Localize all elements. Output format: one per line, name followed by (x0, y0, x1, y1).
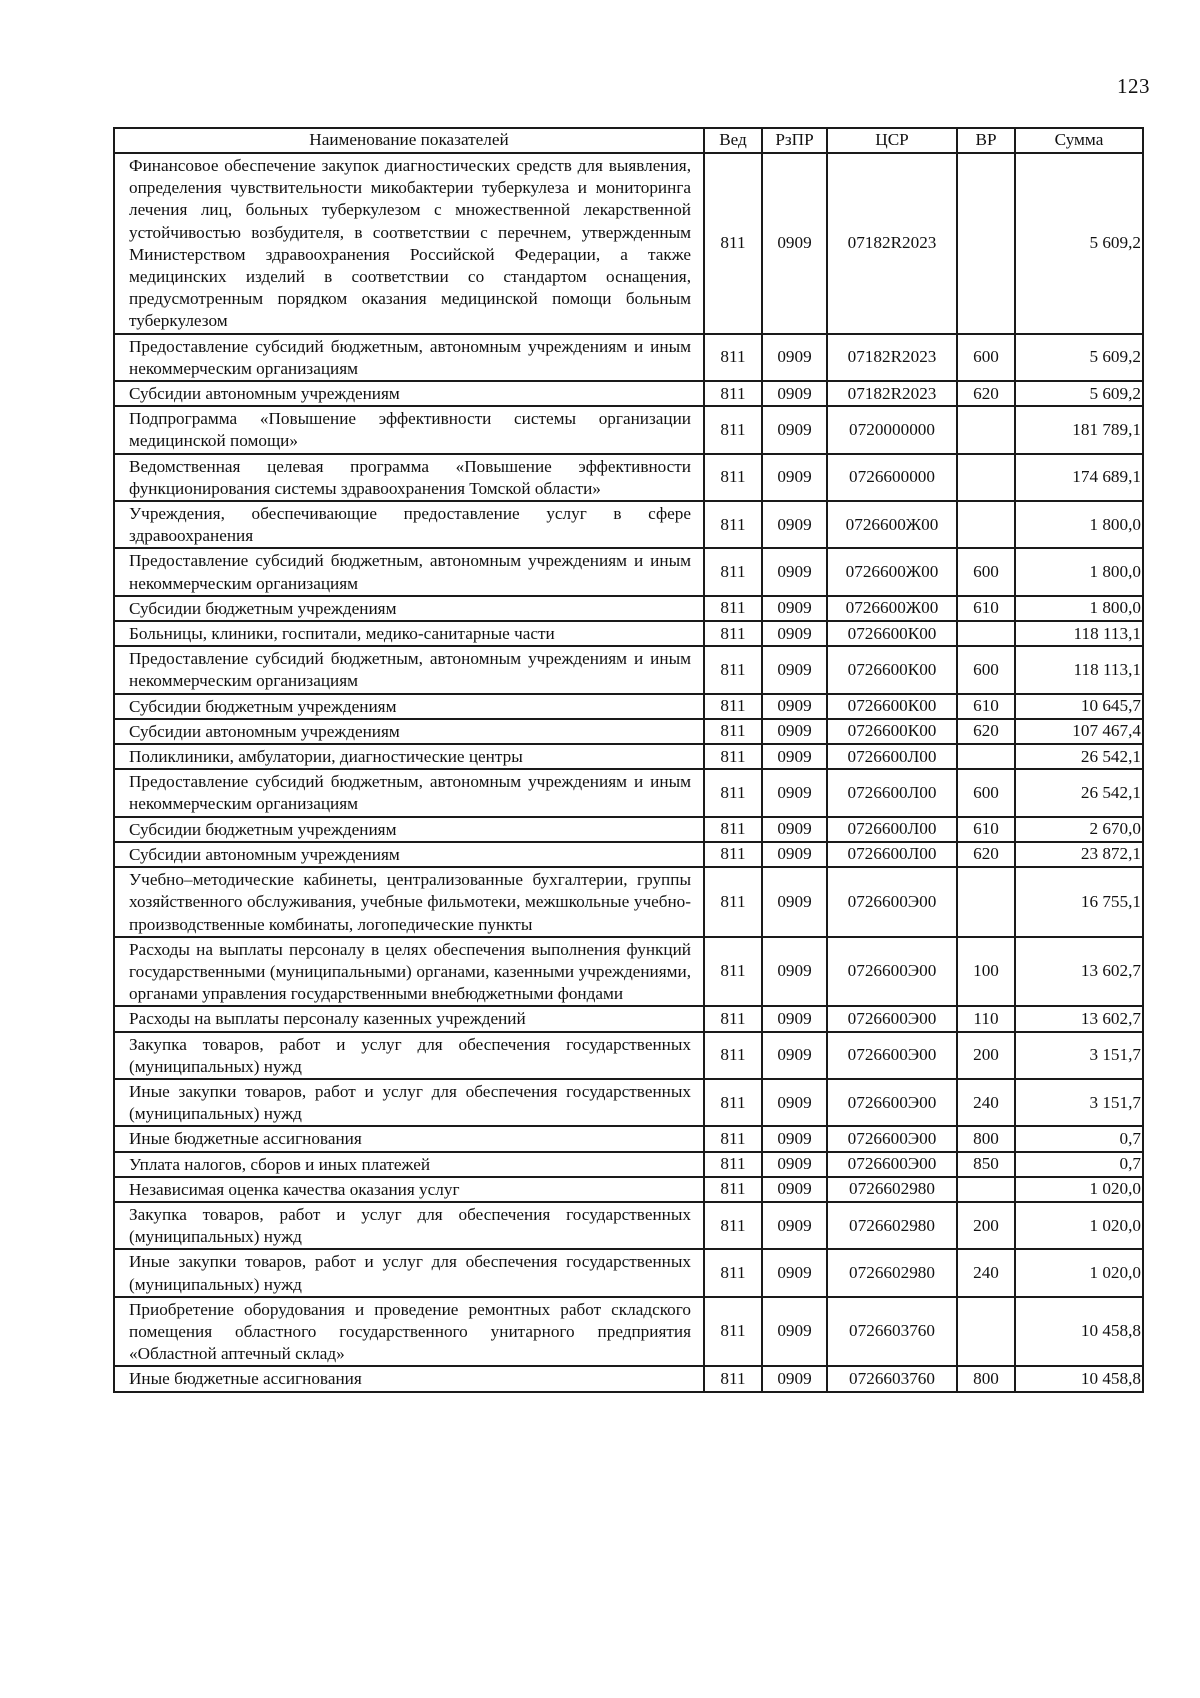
cell-vr: 850 (957, 1152, 1015, 1177)
cell-csr: 0726600Л00 (827, 769, 957, 816)
cell-ved: 811 (704, 406, 762, 453)
cell-name: Расходы на выплаты персоналу в целях обеспечения выполнения функций государственными (муниципальными) органами, казенными учреждениями, органами управления государственными внебюджетными фондами (114, 937, 704, 1007)
cell-ved: 811 (704, 1177, 762, 1202)
cell-vr: 600 (957, 769, 1015, 816)
cell-ved: 811 (704, 1032, 762, 1079)
cell-name: Субсидии бюджетным учреждениям (114, 596, 704, 621)
cell-name: Уплата налогов, сборов и иных платежей (114, 1152, 704, 1177)
cell-vr (957, 454, 1015, 501)
cell-rzpr: 0909 (762, 769, 827, 816)
cell-rzpr: 0909 (762, 694, 827, 719)
cell-rzpr: 0909 (762, 817, 827, 842)
table-row (114, 817, 1143, 842)
cell-csr: 0726602980 (827, 1202, 957, 1249)
cell-name: Финансовое обеспечение закупок диагностических средств для выявления, определения чувствительности микобактерии туберкулеза и мониторинга лечения лиц, больных туберкулезом с множественной лекарственной устойчивостью возбудителя, в соответствии с перечнем, утвержденным Министерством здравоохранения Российской Федерации, а также медицинских изделий в соответствии со стандартом оснащения, предусмотренным порядком оказания медицинской помощи больным туберкулезом (114, 153, 704, 334)
cell-csr: 0726600Э00 (827, 937, 957, 1007)
cell-name: Приобретение оборудования и проведение ремонтных работ складского помещения областного государственного унитарного предприятия «Областной аптечный склад» (114, 1297, 704, 1367)
cell-sum: 0,7 (1015, 1126, 1143, 1151)
cell-name: Субсидии бюджетным учреждениям (114, 694, 704, 719)
cell-rzpr: 0909 (762, 1032, 827, 1079)
header-csr: ЦСР (827, 128, 957, 153)
cell-sum: 1 020,0 (1015, 1177, 1143, 1202)
cell-csr: 0726600К00 (827, 646, 957, 693)
cell-ved: 811 (704, 1006, 762, 1031)
cell-rzpr: 0909 (762, 1126, 827, 1151)
cell-rzpr: 0909 (762, 548, 827, 595)
table-row (114, 1177, 1143, 1202)
cell-vr: 620 (957, 719, 1015, 744)
cell-csr: 0726603760 (827, 1366, 957, 1391)
cell-rzpr: 0909 (762, 153, 827, 334)
cell-csr: 07182R2023 (827, 334, 957, 381)
table-row (114, 621, 1143, 646)
cell-csr: 0726600Э00 (827, 1079, 957, 1126)
cell-name: Закупка товаров, работ и услуг для обеспечения государственных (муниципальных) нужд (114, 1202, 704, 1249)
cell-rzpr: 0909 (762, 744, 827, 769)
cell-vr: 610 (957, 596, 1015, 621)
cell-vr: 240 (957, 1249, 1015, 1296)
header-rzpr: РзПР (762, 128, 827, 153)
header-ved: Вед (704, 128, 762, 153)
cell-sum: 1 800,0 (1015, 548, 1143, 595)
cell-sum: 26 542,1 (1015, 769, 1143, 816)
page-number: 123 (1117, 74, 1150, 98)
cell-vr: 610 (957, 817, 1015, 842)
cell-csr: 0726600К00 (827, 719, 957, 744)
cell-rzpr: 0909 (762, 1177, 827, 1202)
cell-rzpr: 0909 (762, 621, 827, 646)
cell-rzpr: 0909 (762, 334, 827, 381)
cell-csr: 0726600Э00 (827, 1126, 957, 1151)
cell-csr: 0726600Л00 (827, 842, 957, 867)
cell-ved: 811 (704, 769, 762, 816)
cell-ved: 811 (704, 1202, 762, 1249)
cell-sum: 10 458,8 (1015, 1366, 1143, 1391)
cell-ved: 811 (704, 153, 762, 334)
table-row (114, 1249, 1143, 1296)
cell-vr: 620 (957, 381, 1015, 406)
cell-rzpr: 0909 (762, 596, 827, 621)
cell-ved: 811 (704, 744, 762, 769)
cell-sum: 3 151,7 (1015, 1079, 1143, 1126)
cell-vr: 600 (957, 334, 1015, 381)
cell-name: Учебно–методические кабинеты, централизованные бухгалтерии, группы хозяйственного обслуживания, учебные фильмотеки, межшкольные учебно-производственные комбинаты, логопедические пункты (114, 867, 704, 937)
table-row (114, 1006, 1143, 1031)
cell-csr: 0726600Л00 (827, 817, 957, 842)
cell-rzpr: 0909 (762, 1366, 827, 1391)
cell-sum: 118 113,1 (1015, 621, 1143, 646)
cell-vr (957, 153, 1015, 334)
table-row (114, 867, 1143, 937)
table-row (114, 1152, 1143, 1177)
cell-csr: 0720000000 (827, 406, 957, 453)
cell-vr: 240 (957, 1079, 1015, 1126)
cell-csr: 0726600Э00 (827, 1032, 957, 1079)
cell-sum: 0,7 (1015, 1152, 1143, 1177)
cell-vr: 800 (957, 1366, 1015, 1391)
header-vr: ВР (957, 128, 1015, 153)
cell-ved: 811 (704, 1079, 762, 1126)
table-row (114, 937, 1143, 1007)
cell-vr: 200 (957, 1202, 1015, 1249)
cell-csr: 0726600000 (827, 454, 957, 501)
cell-sum: 13 602,7 (1015, 937, 1143, 1007)
cell-csr: 0726600Э00 (827, 1006, 957, 1031)
cell-sum: 174 689,1 (1015, 454, 1143, 501)
cell-rzpr: 0909 (762, 842, 827, 867)
cell-ved: 811 (704, 867, 762, 937)
cell-ved: 811 (704, 694, 762, 719)
cell-name: Иные закупки товаров, работ и услуг для обеспечения государственных (муниципальных) нужд (114, 1249, 704, 1296)
cell-rzpr: 0909 (762, 719, 827, 744)
cell-name: Закупка товаров, работ и услуг для обеспечения государственных (муниципальных) нужд (114, 1032, 704, 1079)
cell-vr (957, 1177, 1015, 1202)
cell-name: Предоставление субсидий бюджетным, автономным учреждениям и иным некоммерческим организациям (114, 646, 704, 693)
table-row (114, 694, 1143, 719)
table-row (114, 596, 1143, 621)
cell-name: Иные бюджетные ассигнования (114, 1366, 704, 1391)
cell-rzpr: 0909 (762, 1249, 827, 1296)
cell-rzpr: 0909 (762, 1152, 827, 1177)
cell-csr: 0726600Ж00 (827, 548, 957, 595)
cell-sum: 1 020,0 (1015, 1202, 1143, 1249)
table-body (114, 153, 1143, 1392)
cell-ved: 811 (704, 646, 762, 693)
cell-csr: 0726600Ж00 (827, 596, 957, 621)
cell-name: Субсидии автономным учреждениям (114, 719, 704, 744)
table-row (114, 454, 1143, 501)
cell-ved: 811 (704, 1297, 762, 1367)
cell-name: Независимая оценка качества оказания услуг (114, 1177, 704, 1202)
cell-vr: 800 (957, 1126, 1015, 1151)
cell-csr: 0726602980 (827, 1249, 957, 1296)
table-row (114, 1366, 1143, 1391)
table-row (114, 744, 1143, 769)
cell-sum: 23 872,1 (1015, 842, 1143, 867)
cell-csr: 07182R2023 (827, 153, 957, 334)
cell-sum: 5 609,2 (1015, 153, 1143, 334)
cell-ved: 811 (704, 842, 762, 867)
cell-ved: 811 (704, 381, 762, 406)
table-row (114, 548, 1143, 595)
cell-ved: 811 (704, 596, 762, 621)
cell-name: Больницы, клиники, госпитали, медико-санитарные части (114, 621, 704, 646)
cell-rzpr: 0909 (762, 381, 827, 406)
cell-rzpr: 0909 (762, 406, 827, 453)
cell-sum: 1 800,0 (1015, 596, 1143, 621)
cell-vr (957, 867, 1015, 937)
cell-name: Субсидии автономным учреждениям (114, 381, 704, 406)
cell-csr: 0726600Э00 (827, 867, 957, 937)
table-row (114, 153, 1143, 334)
cell-sum: 107 467,4 (1015, 719, 1143, 744)
cell-vr (957, 744, 1015, 769)
cell-vr (957, 621, 1015, 646)
cell-sum: 1 800,0 (1015, 501, 1143, 548)
table-header-row (114, 128, 1143, 153)
cell-ved: 811 (704, 1152, 762, 1177)
cell-csr: 0726600Л00 (827, 744, 957, 769)
cell-csr: 07182R2023 (827, 381, 957, 406)
cell-name: Предоставление субсидий бюджетным, автономным учреждениям и иным некоммерческим организациям (114, 769, 704, 816)
cell-ved: 811 (704, 548, 762, 595)
budget-table (113, 127, 1144, 1393)
cell-vr: 200 (957, 1032, 1015, 1079)
cell-sum: 13 602,7 (1015, 1006, 1143, 1031)
table-row (114, 1297, 1143, 1367)
cell-name: Иные закупки товаров, работ и услуг для обеспечения государственных (муниципальных) нужд (114, 1079, 704, 1126)
cell-name: Субсидии автономным учреждениям (114, 842, 704, 867)
cell-name: Ведомственная целевая программа «Повышение эффективности функционирования системы здравоохранения Томской области» (114, 454, 704, 501)
cell-ved: 811 (704, 1249, 762, 1296)
cell-vr (957, 1297, 1015, 1367)
cell-ved: 811 (704, 719, 762, 744)
table-row (114, 1202, 1143, 1249)
cell-sum: 10 458,8 (1015, 1297, 1143, 1367)
cell-vr: 620 (957, 842, 1015, 867)
cell-rzpr: 0909 (762, 1006, 827, 1031)
cell-name: Расходы на выплаты персоналу казенных учреждений (114, 1006, 704, 1031)
cell-name: Предоставление субсидий бюджетным, автономным учреждениям и иным некоммерческим организациям (114, 334, 704, 381)
cell-ved: 811 (704, 501, 762, 548)
cell-rzpr: 0909 (762, 1079, 827, 1126)
cell-rzpr: 0909 (762, 454, 827, 501)
cell-rzpr: 0909 (762, 937, 827, 1007)
cell-csr: 0726603760 (827, 1297, 957, 1367)
cell-ved: 811 (704, 454, 762, 501)
cell-sum: 1 020,0 (1015, 1249, 1143, 1296)
header-name: Наименование показателей (114, 128, 704, 153)
cell-ved: 811 (704, 1366, 762, 1391)
cell-name: Субсидии бюджетным учреждениям (114, 817, 704, 842)
table-row (114, 381, 1143, 406)
cell-ved: 811 (704, 817, 762, 842)
table-row (114, 842, 1143, 867)
cell-name: Предоставление субсидий бюджетным, автономным учреждениям и иным некоммерческим организациям (114, 548, 704, 595)
table-row (114, 1032, 1143, 1079)
table-row (114, 1126, 1143, 1151)
cell-sum: 26 542,1 (1015, 744, 1143, 769)
cell-sum: 118 113,1 (1015, 646, 1143, 693)
table-row (114, 334, 1143, 381)
cell-ved: 811 (704, 334, 762, 381)
cell-rzpr: 0909 (762, 1297, 827, 1367)
cell-vr: 600 (957, 548, 1015, 595)
cell-name: Подпрограмма «Повышение эффективности системы организации медицинской помощи» (114, 406, 704, 453)
cell-sum: 2 670,0 (1015, 817, 1143, 842)
cell-sum: 10 645,7 (1015, 694, 1143, 719)
table-row (114, 501, 1143, 548)
cell-vr (957, 406, 1015, 453)
cell-csr: 0726600Ж00 (827, 501, 957, 548)
cell-csr: 0726602980 (827, 1177, 957, 1202)
cell-rzpr: 0909 (762, 646, 827, 693)
header-sum: Сумма (1015, 128, 1143, 153)
cell-vr: 610 (957, 694, 1015, 719)
cell-csr: 0726600К00 (827, 621, 957, 646)
cell-vr: 600 (957, 646, 1015, 693)
cell-ved: 811 (704, 621, 762, 646)
table-row (114, 1079, 1143, 1126)
cell-sum: 16 755,1 (1015, 867, 1143, 937)
cell-name: Иные бюджетные ассигнования (114, 1126, 704, 1151)
cell-vr: 110 (957, 1006, 1015, 1031)
table-row (114, 406, 1143, 453)
cell-sum: 5 609,2 (1015, 381, 1143, 406)
cell-rzpr: 0909 (762, 501, 827, 548)
cell-rzpr: 0909 (762, 867, 827, 937)
cell-name: Учреждения, обеспечивающие предоставление услуг в сфере здравоохранения (114, 501, 704, 548)
cell-sum: 5 609,2 (1015, 334, 1143, 381)
cell-sum: 181 789,1 (1015, 406, 1143, 453)
table-row (114, 769, 1143, 816)
cell-sum: 3 151,7 (1015, 1032, 1143, 1079)
cell-vr (957, 501, 1015, 548)
cell-rzpr: 0909 (762, 1202, 827, 1249)
cell-name: Поликлиники, амбулатории, диагностические центры (114, 744, 704, 769)
table-row (114, 719, 1143, 744)
cell-ved: 811 (704, 937, 762, 1007)
cell-csr: 0726600К00 (827, 694, 957, 719)
cell-csr: 0726600Э00 (827, 1152, 957, 1177)
cell-vr: 100 (957, 937, 1015, 1007)
cell-ved: 811 (704, 1126, 762, 1151)
table-row (114, 646, 1143, 693)
